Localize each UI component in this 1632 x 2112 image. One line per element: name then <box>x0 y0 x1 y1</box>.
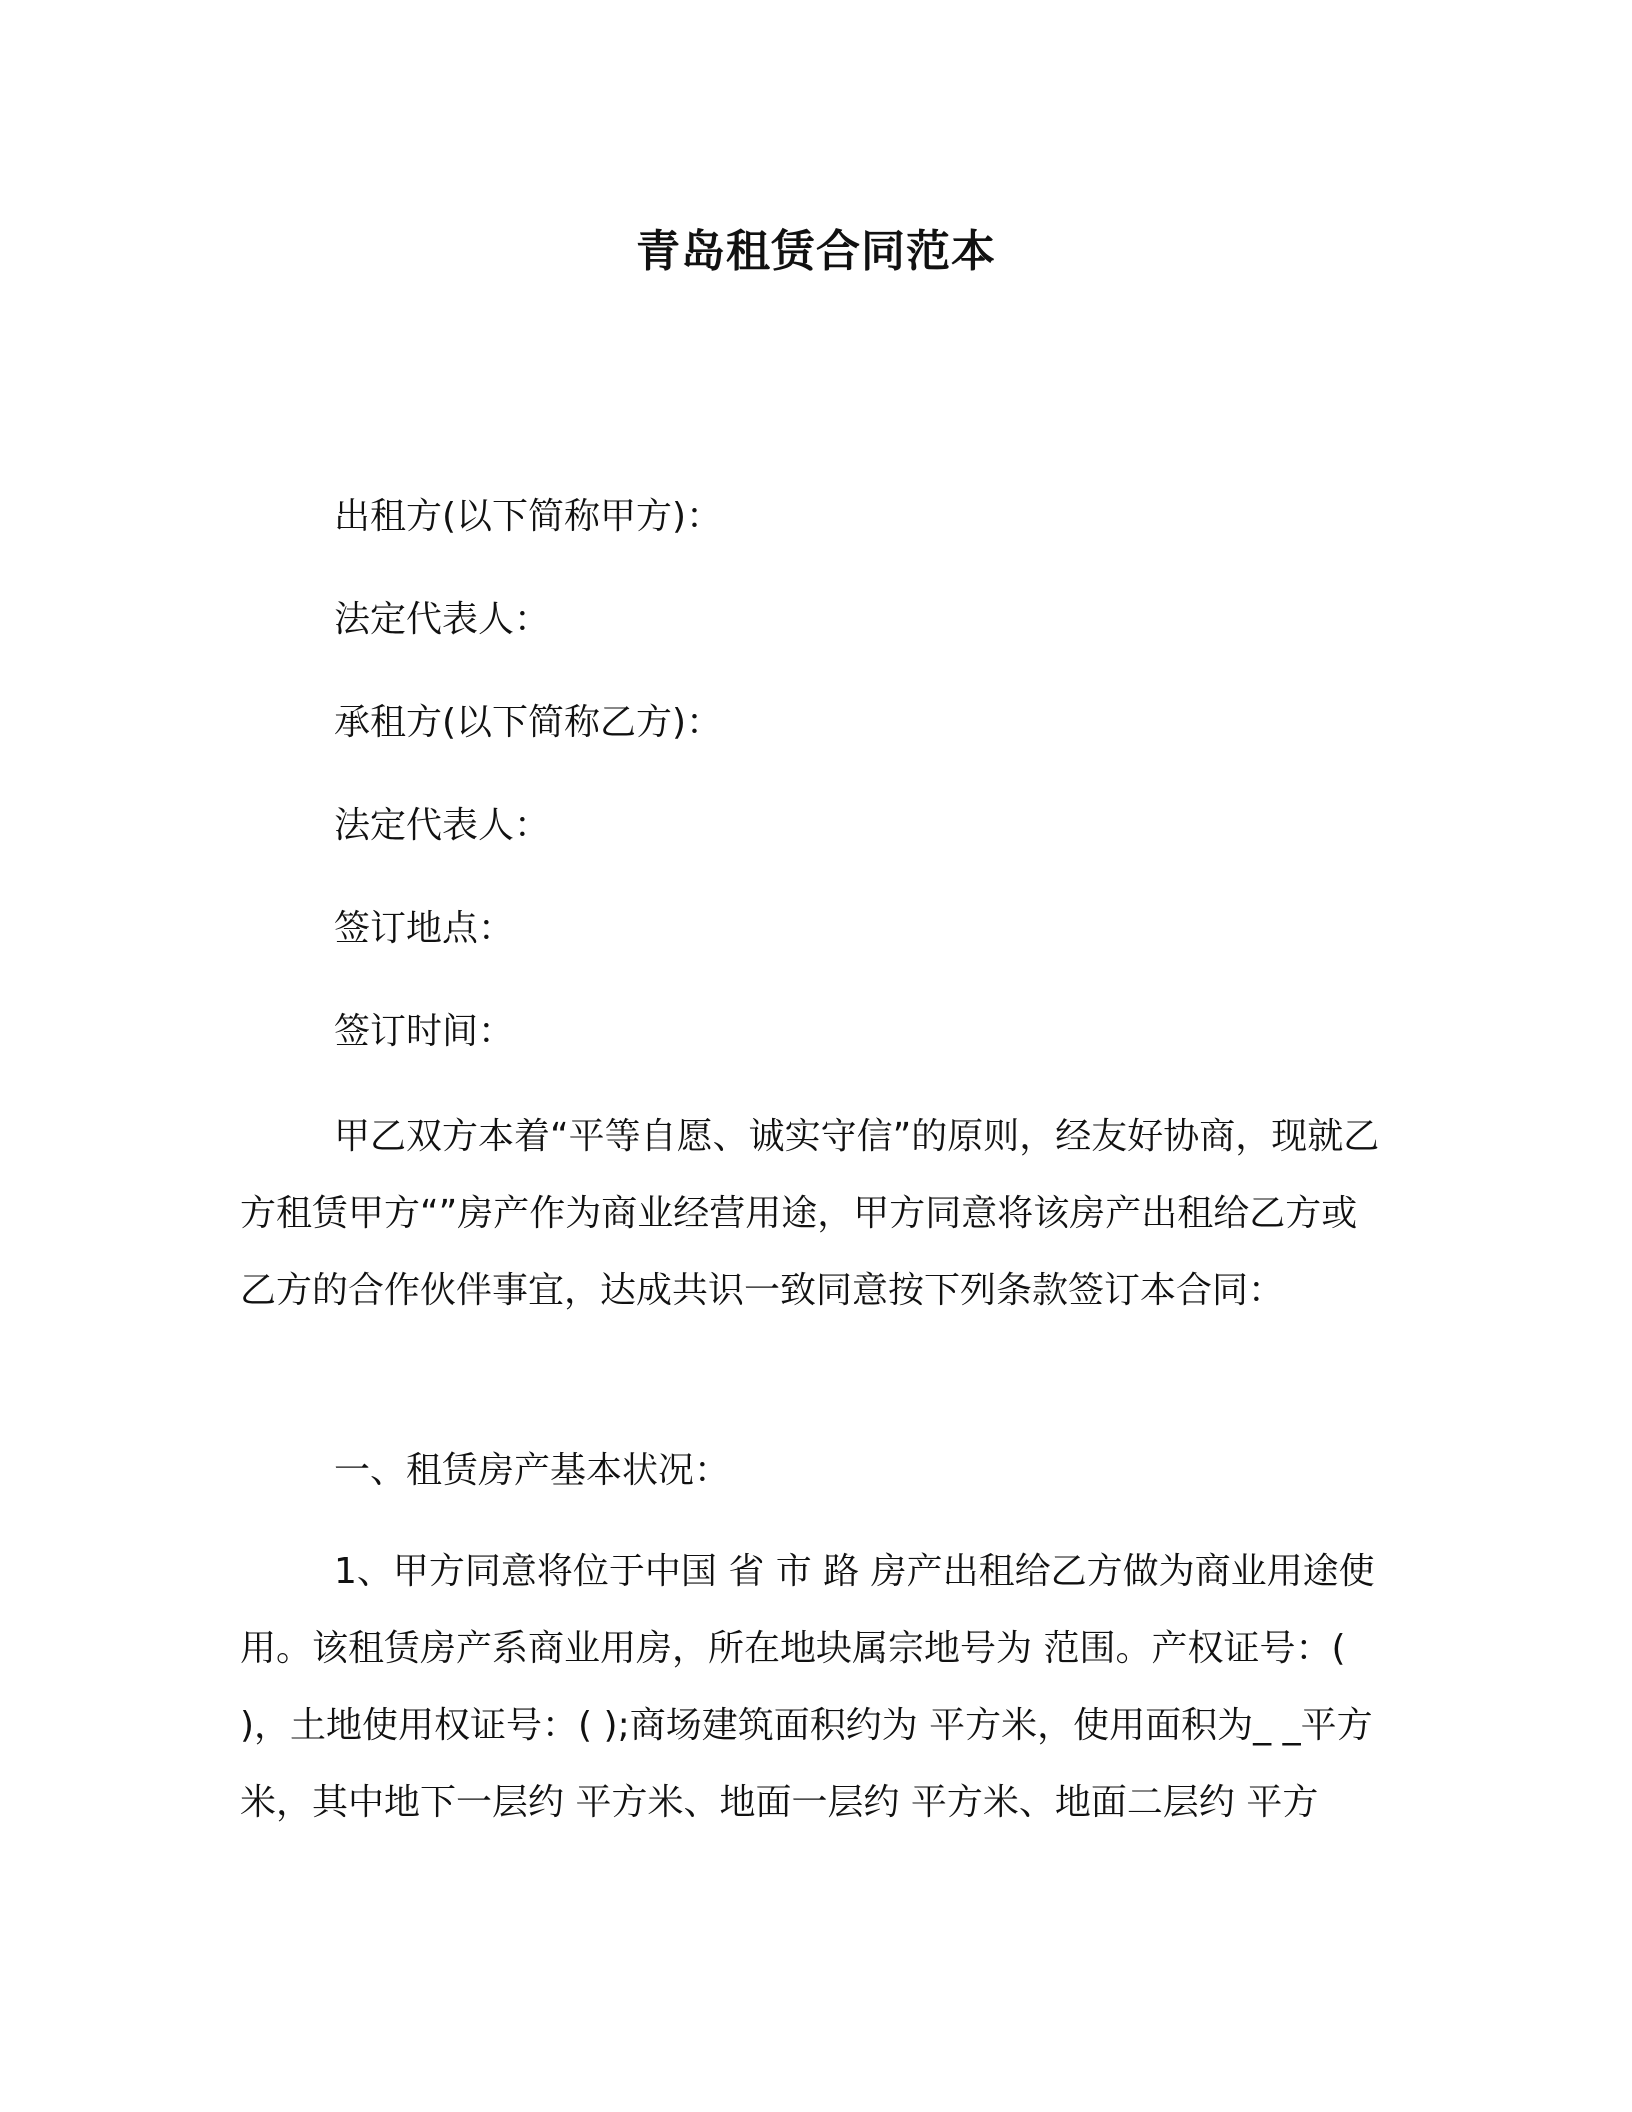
clause-1-paragraph: 1、甲方同意将位于中国 省 市 路 房产出租给乙方做为商业用途使用。该租赁房产系商业用房，所在地块属宗地号为 范围。产权证号：( )，土地使用权证号：( );商场建筑面积约为 平方米，使用面积为_ _平方米，其中地下一层约 平方米、地面一层约 平方米、地面二层约 平方 <box>240 1551 1375 1823</box>
document-title: 青岛租赁合同范本 <box>636 226 996 277</box>
section-heading: 一、租赁房产基本状况： <box>334 1450 731 1491</box>
lessee-legal-rep-label: 法定代表人： <box>334 805 551 846</box>
signing-time-label: 签订时间： <box>334 1011 515 1052</box>
intro-paragraph: 甲乙双方本着“平等自愿、诚实守信”的原则，经友好协商，现就乙方租赁甲方“”房产作为商业经营用途，甲方同意将该房产出租给乙方或乙方的合作伙伴事宜，达成共识一致同意按下列条款签订本合同： <box>240 1116 1380 1311</box>
lessor-field-label: 出租方(以下简称甲方)： <box>334 496 723 537</box>
lessee-field-label: 承租方(以下简称乙方)： <box>334 702 723 743</box>
lessor-legal-rep-label: 法定代表人： <box>334 599 551 640</box>
signing-place-label: 签订地点： <box>334 908 515 949</box>
